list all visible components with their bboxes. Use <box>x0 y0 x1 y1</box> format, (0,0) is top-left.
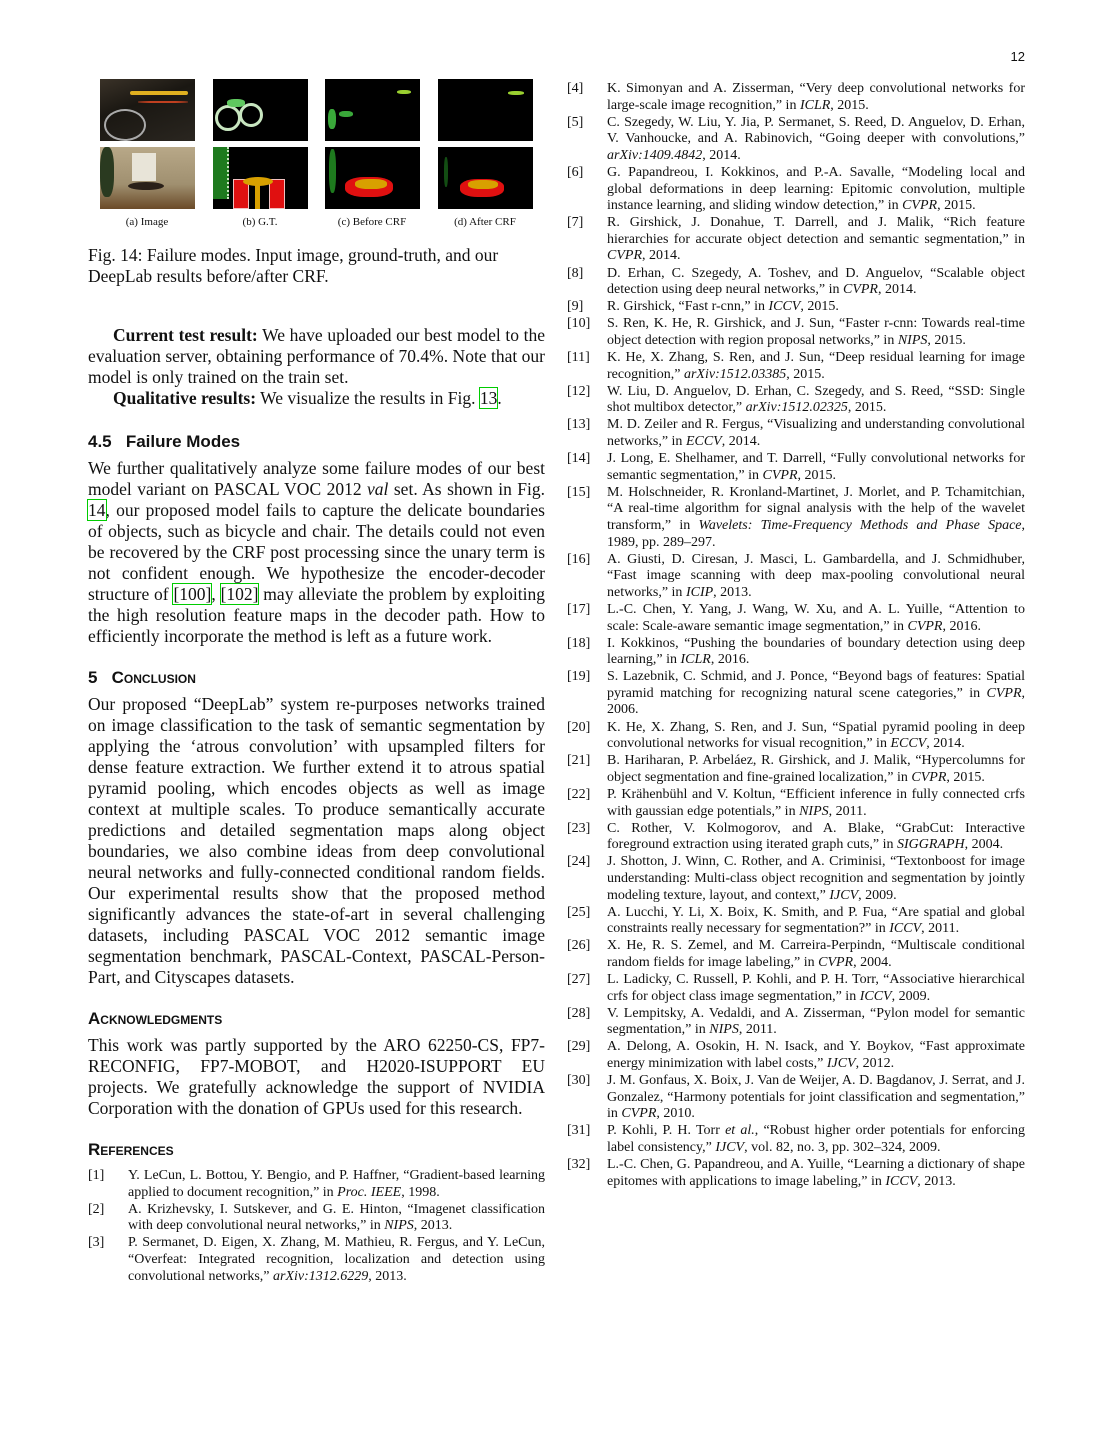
reference-text <box>607 115 1025 165</box>
figure-caption: Fig. 14: Failure modes. Input image, ground-truth, and our DeepLab results before/after CRF. <box>88 245 499 286</box>
italic-text: CVPR <box>911 769 947 785</box>
reference-text <box>607 266 1025 299</box>
text-run: L. Ladicky, C. Russell, P. Kohli, and P. H. Torr, “Associative hierarchical crfs for object class image segmentation,” in <box>607 971 1025 1004</box>
references-list-right <box>567 81 1025 1190</box>
section-number: 5 <box>88 668 98 687</box>
reference-number: [2] <box>88 1201 105 1217</box>
references-heading: References <box>88 1140 174 1159</box>
reference-text <box>607 384 1025 417</box>
reference-item <box>567 854 1025 904</box>
text-run: G. Papandreou, I. Kokkinos, and P.-A. Savalle, “Modeling local and global deformations in deep learning: Epitomic convolution, multiple instance learning, and sliding window detection,” in <box>607 164 1025 214</box>
text-run: , 1989, pp. 289–297. <box>607 517 1025 550</box>
reference-number: [13] <box>567 417 591 433</box>
section-heading-failure-modes <box>88 431 545 452</box>
reference-number: [15] <box>567 484 591 500</box>
text-run: , 2011. <box>738 1022 777 1038</box>
reference-text <box>607 215 1025 265</box>
reference-number: [9] <box>567 299 584 315</box>
reference-number: [11] <box>567 350 590 365</box>
reference-item <box>567 81 1025 114</box>
reference-number: [19] <box>567 669 591 685</box>
reference-number: [6] <box>567 164 584 180</box>
after-crf-dining-room <box>438 147 533 209</box>
reference-number: [25] <box>567 904 591 920</box>
reference-item <box>567 1123 1025 1156</box>
italic-text: CVPR <box>907 618 943 634</box>
text-run: Our proposed “DeepLab” system re-purposes networks trained on image classification to the task of semantic segmentation by applying the ‘atrous convolution’ with upsampled filters for dense feature extraction. We further extend it to atrous spatial pyramid pooling, which encodes objects as well as image context at multiple scales. To produce semantically accurate predictions and detailed segmentation maps along object boundaries, we also combine ideas from deep convolutional neural networks and fully-connected conditional random fields. Our experimental results show that the proposed method significantly advances the state-of-art in several challenging datasets, including PASCAL VOC 2012 semantic image segmentation benchmark, PASCAL-Context, PASCAL-Person-Part, and Cityscapes datasets. <box>88 694 545 987</box>
reference-item <box>567 905 1025 938</box>
reference-item <box>567 972 1025 1005</box>
reference-number: [21] <box>567 753 591 769</box>
italic-text: ICLR <box>799 97 831 113</box>
reference-item <box>88 1168 545 1201</box>
text-run: , 2011. <box>828 803 867 819</box>
reference-number: [31] <box>567 1123 591 1139</box>
italic-text: CVPR <box>762 467 798 483</box>
reference-text <box>607 753 1025 786</box>
reference-item <box>567 1157 1025 1190</box>
italic-text: ECCV <box>685 433 722 449</box>
reference-item <box>88 1235 545 1285</box>
italic-text: ICIP <box>685 584 714 600</box>
italic-text: IJCV <box>829 887 859 903</box>
text-run: J. M. Gonfaus, X. Boix, J. Van de Weijer, A. D. Bagdanov, J. Serrat, and J. Gonzalez, “Harmony potentials for joint classification and segmentation,” in <box>607 1073 1025 1122</box>
text-run: , 2014. <box>702 147 741 163</box>
after-crf-bicycle <box>438 79 533 141</box>
text-run: , 2015. <box>847 400 887 416</box>
bold-lead: Qualitative results: <box>113 388 257 408</box>
ground-truth-dining-room <box>213 147 308 209</box>
text-run: , 2015. <box>937 198 976 214</box>
italic-text: Wavelets: Time-Frequency Methods and Phase Space <box>698 517 1022 533</box>
text-run: . <box>497 388 502 408</box>
text-run: , 2014. <box>642 248 681 264</box>
text-run: , 2014. <box>721 433 761 449</box>
section-number: 4.5 <box>88 432 112 451</box>
references-list-left <box>88 1168 545 1285</box>
text-run: W. Liu, D. Anguelov, D. Erhan, C. Szegedy, and S. Reed, “SSD: Single shot multibox detector,” <box>607 383 1025 416</box>
text-run: A. Lucchi, Y. Li, X. Boix, K. Smith, and P. Fua, “Are spatial and global constraints really necessary for segmentation?” in <box>607 904 1025 937</box>
reference-item <box>567 636 1025 669</box>
text-run: , 2013. <box>713 584 752 600</box>
reference-text <box>607 854 1025 904</box>
text-run: , vol. 82, no. 3, pp. 302–324, 2009. <box>744 1139 941 1155</box>
text-run: K. He, X. Zhang, S. Ren, and J. Sun, “Deep residual learning for image recognition,” <box>607 350 1025 382</box>
reference-item <box>567 938 1025 971</box>
italic-text: CVPR <box>986 685 1022 701</box>
reference-number: [27] <box>567 971 591 987</box>
italic-text: et al. <box>725 1123 755 1139</box>
italic-text: NIPS <box>897 332 928 348</box>
text-run: C. Rother, V. Kolmogorov, and A. Blake, “GrabCut: Interactive foreground extraction using iterated graph cuts,” in <box>607 820 1025 853</box>
text-run: P. Sermanet, D. Eigen, X. Zhang, M. Mathieu, R. Fergus, and Y. LeCun, “Overfeat: Integrated recognition, localization and detection using convolutional networks,” <box>128 1235 545 1284</box>
left-column <box>88 0 545 1286</box>
italic-text: val <box>367 479 389 499</box>
reference-text <box>607 1039 1025 1072</box>
italic-text: CVPR <box>607 248 642 264</box>
conclusion-paragraph <box>88 694 545 988</box>
paragraph <box>88 325 545 388</box>
italic-text: arXiv:1312.6229 <box>273 1268 369 1284</box>
section-title: Conclusion <box>111 668 196 687</box>
italic-text: CVPR <box>818 954 854 970</box>
reference-text <box>607 669 1025 719</box>
citation-link[interactable]: 14 <box>88 500 106 520</box>
text-run: We have uploaded our best model to the evaluation server, obtaining performance of 70.4%. Note that our model is only trained on the train set. <box>88 325 545 387</box>
paragraph <box>88 388 545 409</box>
text-run: , 2015. <box>830 97 869 113</box>
reference-number: [24] <box>567 854 591 870</box>
section-heading-conclusion <box>88 667 545 688</box>
section-title: Failure Modes <box>125 432 241 451</box>
ground-truth-bicycle <box>213 79 308 141</box>
text-run: , 2015. <box>800 299 839 315</box>
reference-item <box>567 1006 1025 1039</box>
italic-text: ICLR <box>680 652 711 668</box>
reference-number: [12] <box>567 383 591 399</box>
text-run: M. D. Zeiler and R. Fergus, “Visualizing and understanding convolutional networks,” in <box>607 417 1025 449</box>
text-run: , 2015. <box>946 769 985 785</box>
text-run: , 2015. <box>786 366 825 382</box>
text-run: Y. LeCun, L. Bottou, Y. Bengio, and P. Haffner, “Gradient-based learning applied to document recognition,” in <box>128 1168 545 1200</box>
text-run: , 2010. <box>656 1106 695 1122</box>
reference-item <box>567 115 1025 165</box>
text-run: , 2012. <box>855 1055 895 1071</box>
italic-text: NIPS <box>709 1022 739 1038</box>
text-run: K. Simonyan and A. Zisserman, “Very deep convolutional networks for large-scale image recognition,” in <box>607 81 1025 113</box>
text-run: R. Girshick, “Fast r-cnn,” in <box>607 299 769 315</box>
failure-modes-paragraph <box>88 458 545 647</box>
reference-number: [30] <box>567 1073 591 1089</box>
text-run: , 2016. <box>942 618 981 634</box>
italic-text: SIGGRAPH <box>897 837 965 853</box>
reference-number: [17] <box>567 601 591 617</box>
reference-text <box>607 417 1025 450</box>
acknowledgments-heading: Acknowledgments <box>88 1009 223 1028</box>
text-run: L.-C. Chen, Y. Yang, J. Wang, W. Xu, and A. L. Yuille, “Attention to scale: Scale-aware semantic image segmentation,” in <box>607 601 1025 634</box>
reference-item <box>567 720 1025 753</box>
page-number: 12 <box>1010 49 1025 64</box>
paragraph <box>88 458 545 647</box>
reference-number: [7] <box>567 215 584 231</box>
reference-text <box>607 972 1025 1005</box>
text-run: , 2013. <box>368 1268 407 1284</box>
text-run: A. Krizhevsky, I. Sutskever, and G. E. Hinton, “Imagenet classification with deep convolutional neural networks,” in <box>128 1201 545 1234</box>
reference-item <box>567 821 1025 854</box>
reference-text <box>607 636 1025 669</box>
reference-item <box>567 417 1025 450</box>
italic-text: NIPS <box>799 803 829 819</box>
italic-text: ICCV <box>768 299 801 315</box>
reference-item <box>567 266 1025 299</box>
text-run: , 2009. <box>891 988 931 1004</box>
reference-item <box>567 602 1025 635</box>
reference-text <box>607 485 1025 551</box>
text-run: , 2009. <box>858 887 897 903</box>
reference-item <box>567 451 1025 484</box>
italic-text: ICCV <box>859 988 892 1004</box>
text-run: , 2004. <box>853 954 892 970</box>
italic-text: Proc. IEEE <box>337 1184 402 1200</box>
text-run: C. Szegedy, W. Liu, Y. Jia, P. Sermanet, S. Reed, D. Anguelov, D. Erhan, V. Vanhoucke, and A. Rabinovich, “Going deeper with convolutions,” <box>607 114 1025 147</box>
text-run: , 2011. <box>921 921 960 937</box>
text-run: may alleviate the problem by exploiting the high resolution feature maps in the decoder path. How to efficiently incorporate the method is left as a future work. <box>88 584 546 646</box>
text-run: K. He, X. Zhang, S. Ren, and J. Sun, “Spatial pyramid pooling in deep convolutional networks for visual recognition,” in <box>607 719 1025 752</box>
text-run: , 2006. <box>607 685 1025 718</box>
reference-text <box>607 1123 1025 1156</box>
text-run: R. Girshick, J. Donahue, T. Darrell, and J. Malik, “Rich feature hierarchies for accurate object detection and semantic segmentation,” in <box>607 215 1025 247</box>
reference-number: [10] <box>567 316 591 332</box>
text-run: J. Shotton, J. Winn, C. Rother, and A. Criminisi, “Textonboost for image understanding: Multi-class object recognition and segmentation by jointly modeling texture, layout, and context,” <box>607 854 1025 903</box>
reference-text <box>128 1168 545 1201</box>
italic-text: ICCV <box>885 1173 918 1189</box>
text-run: B. Hariharan, P. Arbeláez, R. Girshick, and J. Malik, “Hypercolumns for object segmentation and fine-grained localization,” in <box>607 753 1025 785</box>
text-run: P. Krähenbühl and V. Koltun, “Efficient inference in fully connected crfs with gaussian edge potentials,” in <box>607 786 1025 819</box>
text-run: , 2014. <box>877 282 917 298</box>
figure-14 <box>88 79 545 239</box>
reference-text <box>607 787 1025 820</box>
reference-text <box>128 1235 545 1285</box>
italic-text: arXiv:1512.03385 <box>683 366 787 382</box>
reference-item <box>567 1039 1025 1072</box>
reference-number: [29] <box>567 1039 591 1055</box>
italic-text: IJCV <box>826 1055 856 1071</box>
text-run: , 2015. <box>927 332 966 348</box>
citation-link[interactable]: 13 <box>479 388 498 408</box>
reference-item <box>567 753 1025 786</box>
text-run: , <box>211 584 221 604</box>
reference-number: [23] <box>567 820 591 836</box>
italic-text: arXiv:1409.4842 <box>607 147 703 163</box>
before-crf-dining-room <box>325 147 420 209</box>
text-run: , 2013. <box>413 1218 453 1234</box>
reference-text <box>128 1202 545 1235</box>
reference-text <box>607 451 1025 484</box>
reference-text <box>607 165 1025 215</box>
reference-number: [8] <box>567 265 584 281</box>
reference-item <box>567 165 1025 215</box>
text-run: J. Long, E. Shelhamer, and T. Darrell, “Fully convolutional networks for semantic segmentation,” in <box>607 451 1025 483</box>
text-run: A. Giusti, D. Ciresan, J. Masci, L. Gambardella, and J. Schmidhuber, “Fast image scanning with deep max-pooling convolutional neural networks,” in <box>607 551 1025 600</box>
reference-item <box>567 669 1025 719</box>
reference-text <box>607 602 1025 635</box>
text-run: M. Holschneider, R. Kronland-Martinet, J. Morlet, and P. Tchamitchian, “A real-time algorithm for signal analysis with the help of the wavelet transform,” in <box>607 484 1025 533</box>
reference-item <box>567 485 1025 551</box>
text-run: , 2013. <box>917 1173 956 1189</box>
reference-item <box>567 316 1025 349</box>
paragraph <box>88 694 545 988</box>
text-run: , 2004. <box>964 837 1004 853</box>
reference-text <box>607 1157 1025 1190</box>
text-run: , 2016. <box>710 652 750 668</box>
subcaption-after-crf: (d) After CRF <box>454 216 516 228</box>
text-run: I. Kokkinos, “Pushing the boundaries of boundary detection using deep learning,” in <box>607 635 1025 668</box>
results-paragraphs <box>88 325 545 409</box>
input-image-bicycle <box>100 79 195 141</box>
text-run: X. He, R. S. Zemel, and M. Carreira-Perpindn, “Multiscale conditional random fields for image labeling,” in <box>607 938 1025 970</box>
subcaption-before-crf: (c) Before CRF <box>337 216 407 228</box>
italic-text: ECCV <box>890 736 927 752</box>
text-run: set. As shown in Fig. <box>388 479 546 499</box>
italic-text: arXiv:1512.02325 <box>745 400 848 416</box>
reference-number: [14] <box>567 451 591 467</box>
reference-number: [32] <box>567 1157 591 1172</box>
bold-lead: Current test result: <box>113 325 258 345</box>
text-run: , “Robust higher order potentials for enforcing label consistency,” <box>607 1123 1026 1155</box>
text-run: A. Delong, A. Osokin, H. N. Isack, and Y. Boykov, “Fast approximate energy minimization with label costs,” <box>607 1039 1025 1071</box>
input-image-dining-room <box>100 147 195 209</box>
text-run: We visualize the results in Fig. <box>256 388 480 408</box>
reference-item <box>567 787 1025 820</box>
text-run: V. Lempitsky, A. Vedaldi, and A. Zisserman, “Pylon model for semantic segmentation,” in <box>607 1005 1025 1038</box>
reference-text <box>607 350 1025 383</box>
citation-link[interactable]: [102] <box>220 584 259 604</box>
text-run: P. Kohli, P. H. Torr <box>607 1123 726 1139</box>
italic-text: IJCV <box>715 1139 745 1155</box>
reference-number: [18] <box>567 635 591 651</box>
reference-number: [4] <box>567 81 584 96</box>
reference-number: [1] <box>88 1168 105 1183</box>
reference-number: [22] <box>567 786 591 802</box>
reference-item <box>567 384 1025 417</box>
reference-number: [5] <box>567 114 584 130</box>
reference-text <box>607 316 1025 349</box>
italic-text: CVPR <box>621 1106 657 1122</box>
text-run: S. Lazebnik, C. Schmid, and J. Ponce, “Beyond bags of features: Spatial pyramid matching for recognizing natural scene categories,” in <box>607 669 1025 701</box>
reference-text <box>607 1006 1025 1039</box>
italic-text: CVPR <box>902 198 938 214</box>
italic-text: CVPR <box>842 282 878 298</box>
paragraph <box>88 1035 545 1119</box>
italic-text: NIPS <box>384 1218 414 1234</box>
reference-text <box>607 938 1025 971</box>
reference-number: [20] <box>567 719 591 735</box>
text-run: S. Ren, K. He, R. Girshick, and J. Sun, “Faster r-cnn: Towards real-time object detection with region proposal networks,” in <box>607 316 1025 348</box>
citation-link[interactable]: [100] <box>173 584 212 604</box>
reference-text <box>607 720 1025 753</box>
text-run: This work was partly supported by the ARO 62250-CS, FP7-RECONFIG, FP7-MOBOT, and H2020-ISUPPORT EU projects. We gratefully acknowledge the support of NVIDIA Corporation with the donation of GPUs used for this research. <box>88 1035 545 1118</box>
reference-item <box>567 350 1025 383</box>
right-column <box>567 0 1025 1191</box>
reference-item <box>567 1073 1025 1123</box>
text-run: , 2014. <box>926 736 965 752</box>
reference-item <box>567 215 1025 265</box>
reference-text <box>607 1073 1025 1123</box>
text-run: , 1998. <box>401 1184 440 1200</box>
text-run: , 2015. <box>797 467 837 483</box>
reference-text <box>607 905 1025 938</box>
reference-text <box>607 81 1025 114</box>
reference-number: [16] <box>567 551 591 567</box>
reference-text <box>607 821 1025 854</box>
text-run: We further qualitatively analyze some failure modes of our best model variant on PASCAL VOC 2012 <box>88 458 545 499</box>
acknowledgments-paragraph <box>88 1035 545 1119</box>
text-run: L.-C. Chen, G. Papandreou, and A. Yuille, “Learning a dictionary of shape epitomes with applications to image labeling,” in <box>607 1157 1025 1189</box>
reference-item <box>567 552 1025 602</box>
reference-number: [3] <box>88 1235 105 1251</box>
text-run: D. Erhan, C. Szegedy, A. Toshev, and D. Anguelov, “Scalable object detection using deep neural networks,” in <box>607 265 1025 298</box>
reference-number: [26] <box>567 938 591 954</box>
subcaption-image: (a) Image <box>125 216 169 228</box>
reference-text <box>607 552 1025 602</box>
subcaption-ground-truth: (b) G.T. <box>242 216 278 228</box>
reference-number: [28] <box>567 1005 591 1021</box>
reference-item <box>88 1202 545 1235</box>
before-crf-bicycle <box>325 79 420 141</box>
reference-item <box>567 299 1025 316</box>
italic-text: ICCV <box>889 921 922 937</box>
text-run: , our proposed model fails to capture the delicate boundaries of objects, such as bicycle and chair. The details could not even be recovered by the CRF post processing since the unary term is not confident enough. We hypothesize the encoder-decoder structure of <box>88 500 545 604</box>
reference-text <box>607 299 1025 316</box>
